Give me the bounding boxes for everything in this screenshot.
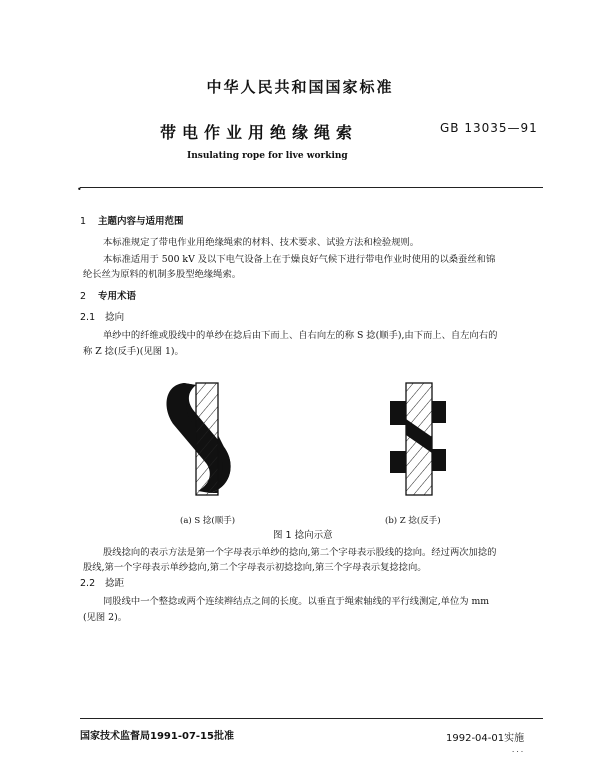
figure-z-twist — [378, 375, 453, 500]
section-2-heading — [80, 288, 136, 302]
subsection-number: 2.1 — [80, 312, 96, 323]
paragraph: 称 Z 捻(反手)(见图 1)。 — [83, 346, 184, 357]
subsection-2-1-heading — [80, 309, 124, 323]
implementation-date: 1992-04-01实施 — [446, 733, 525, 744]
standard-code: GB 13035—91 — [440, 121, 538, 135]
section-number: 2 — [80, 291, 87, 302]
section-1-heading — [80, 213, 184, 227]
z-twist-left-block-lower — [390, 451, 406, 473]
footer-mark: · · · — [512, 748, 524, 756]
z-twist-left-block-upper — [390, 401, 406, 425]
figure-caption-a: (a) S 捻(顺手) — [180, 516, 236, 526]
paragraph: 股线,第一个字母表示单纱捻向,第二个字母表示初捻捻向,第三个字母表示复捻捻向。 — [83, 562, 427, 573]
section-title: 专用术语 — [98, 291, 137, 302]
margin-dot: • — [77, 185, 82, 194]
paragraph: 纶长丝为原料的机制多股型绝缘绳索。 — [83, 269, 242, 280]
document-title-chinese: 带电作业用绝缘绳索 — [160, 123, 359, 142]
document-title-english: Insulating rope for live working — [187, 151, 348, 161]
paragraph: 单纱中的纤维或股线中的单纱在捻后由下而上、自右向左的称 S 捻(顺手),由下而上、自左向右的 — [103, 330, 498, 341]
approval-line: 国家技术监督局1991-07-15批准 — [80, 731, 234, 742]
subsection-number: 2.2 — [80, 578, 96, 589]
header-rule — [80, 187, 543, 188]
subsection-title: 捻向 — [105, 312, 125, 323]
subsection-2-2-heading — [80, 575, 124, 589]
paragraph: 本标准规定了带电作业用绝缘绳索的材料、技术要求、试验方法和检验规则。 — [103, 237, 420, 248]
section-title: 主题内容与适用范围 — [98, 216, 184, 227]
figure-title: 图 1 捻向示意 — [273, 530, 333, 541]
standard-category-title: 中华人民共和国国家标准 — [206, 78, 394, 96]
figure-caption-b: (b) Z 捻(反手) — [385, 516, 441, 526]
s-twist-hatched-core — [196, 383, 218, 495]
paragraph: 同股线中一个整捻或两个连续辫结点之间的长度。以垂直于绳索轴线的平行线测定,单位为 mm — [103, 596, 490, 607]
paragraph: (见图 2)。 — [83, 612, 128, 623]
figure-s-twist — [150, 375, 260, 500]
paragraph: 本标准适用于 500 kV 及以下电气设备上在于燥良好气候下进行带电作业时使用的以桑蚕丝和锦 — [103, 254, 496, 265]
subsection-title: 捻距 — [105, 578, 125, 589]
paragraph: 股线捻向的表示方法是第一个字母表示单纱的捻向,第二个字母表示股线的捻向。经过两次加捻的 — [103, 547, 497, 558]
z-twist-right-block-upper — [432, 401, 446, 423]
z-twist-right-block-lower — [432, 449, 446, 471]
footer-rule — [80, 718, 543, 719]
section-number: 1 — [80, 216, 87, 227]
